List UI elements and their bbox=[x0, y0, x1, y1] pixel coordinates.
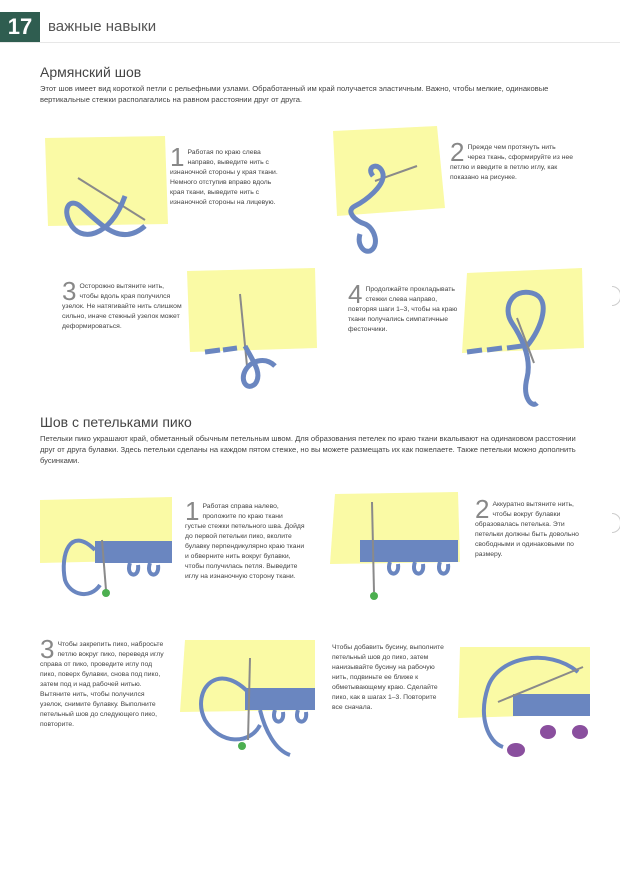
fabric-swatch bbox=[187, 268, 317, 352]
picot-illustration-3 bbox=[180, 640, 320, 765]
step-text: Продолжайте прокладывать стежки слева направо, повторяя шаги 1–3, чтобы на краю ткани получались симпатичные фестончики. bbox=[348, 286, 458, 333]
buttonhole-edge bbox=[360, 540, 458, 562]
picot-step-3 bbox=[40, 634, 165, 730]
step-text: Прежде чем протянуть нить через ткань, сформируйте из нее петлю и введите в петлю иглу, как показано на рисунке. bbox=[450, 144, 574, 181]
step-number: 2 bbox=[475, 494, 490, 524]
step-text: Работая по краю слева направо, выведите нить с изнаночной стороны у края ткани. Немного отступив вправо вдоль края ткани, выведите нить с изнаночной стороны на лицевую. bbox=[170, 149, 278, 206]
fabric-swatch bbox=[45, 136, 168, 226]
picot-intro: Петельки пико украшают край, обметанный обычным петельным швом. Для образования петелек по краю ткани вкалывают на одинаковом расстоянии друг от друга булавки. Здесь петельки сделаны на каждом пятом стежке, но вы можете размещать их как пожелаете. Также петельки можно дополнить бусинками. bbox=[40, 434, 576, 465]
armenian-step-4 bbox=[348, 279, 463, 335]
step-number: 1 bbox=[170, 142, 185, 172]
picot-step-bead bbox=[332, 643, 447, 713]
step-number: 3 bbox=[40, 634, 55, 664]
picot-section-title: Шов с петельками пико bbox=[40, 414, 192, 430]
step-number: 4 bbox=[348, 279, 363, 309]
armenian-intro: Этот шов имеет вид короткой петли с рельефными узлами. Обработанный им край получается эластичным. Важно, чтобы мелкие, одинаковые вертикальные стежки располагались на равном расстоянии друг от друга. bbox=[40, 84, 549, 104]
armenian-illustration-3 bbox=[185, 266, 320, 396]
picot-loops bbox=[389, 562, 448, 574]
bead bbox=[572, 725, 588, 739]
armenian-section-title: Армянский шов bbox=[40, 64, 142, 80]
chapter-title: важные навыки bbox=[48, 18, 157, 35]
buttonhole-edge bbox=[95, 541, 172, 563]
armenian-illustration-2 bbox=[325, 126, 450, 256]
buttonhole-edge bbox=[513, 694, 590, 716]
step-text: Чтобы добавить бусину, выполните петельный шов до пико, затем нанизывайте бусину на рабочую нить, подвиньте ее ближе к обметывающему краю. Сделайте пико, как в шагах 1–3. Повторите все сначала. bbox=[332, 644, 444, 711]
picot-illustration-4 bbox=[458, 642, 593, 767]
page-number: 17 bbox=[0, 12, 40, 42]
armenian-illustration-4 bbox=[462, 268, 587, 413]
picot-loops bbox=[129, 563, 158, 575]
picot-illustration-2 bbox=[330, 492, 465, 607]
bead bbox=[507, 743, 525, 757]
armenian-step-3 bbox=[62, 276, 182, 332]
pin-head bbox=[102, 589, 110, 597]
step-number: 2 bbox=[450, 137, 465, 167]
armenian-step-2 bbox=[450, 137, 575, 183]
fabric-swatch bbox=[333, 126, 445, 216]
pin-head bbox=[238, 742, 246, 750]
step-number: 1 bbox=[185, 496, 200, 526]
picot-step-2 bbox=[475, 494, 590, 560]
bead bbox=[540, 725, 556, 739]
page-edge-tab bbox=[612, 513, 620, 533]
step-text: Чтобы закрепить пико, набросьте петлю вокруг пико, переведя иглу справа от пико, проведите иглу под пико, поверх булавки, снова под пико, затем под и над рабочей нитью. Вытяните нить, чтобы получился узелок, снимите булавку. Выполните петельный шов до следующего пико, повторите. bbox=[40, 641, 164, 728]
header-divider bbox=[0, 42, 620, 43]
armenian-step-1 bbox=[170, 142, 285, 208]
armenian-illustration-1 bbox=[40, 128, 170, 253]
step-number: 3 bbox=[62, 276, 77, 306]
picot-step-1 bbox=[185, 496, 305, 582]
picot-illustration-1 bbox=[40, 495, 175, 610]
step-text: Аккуратно вытяните нить, чтобы вокруг булавки образовалась петелька. Эти петельки должны быть довольно свободными и одинаковыми по размеру. bbox=[475, 501, 579, 558]
thread bbox=[205, 346, 275, 386]
pin-head bbox=[370, 592, 378, 600]
page-edge-tab bbox=[612, 286, 620, 306]
step-text: Осторожно вытяните нить, чтобы вдоль края получился узелок. Не натягивайте нить слишком сильно, иначе стежный узелок может деформироваться. bbox=[62, 283, 182, 330]
picot-loops bbox=[274, 710, 306, 722]
step-text: Работая справа налево, проложите по краю ткани густые стежки петельного шва. Дойдя до первой петельки пико, вколите булавку перпендикулярно краю ткани и обверните нить вокруг булавки, чтобы получилась петля. Выведите иглу на изнаночную сторону ткани. bbox=[185, 503, 305, 580]
